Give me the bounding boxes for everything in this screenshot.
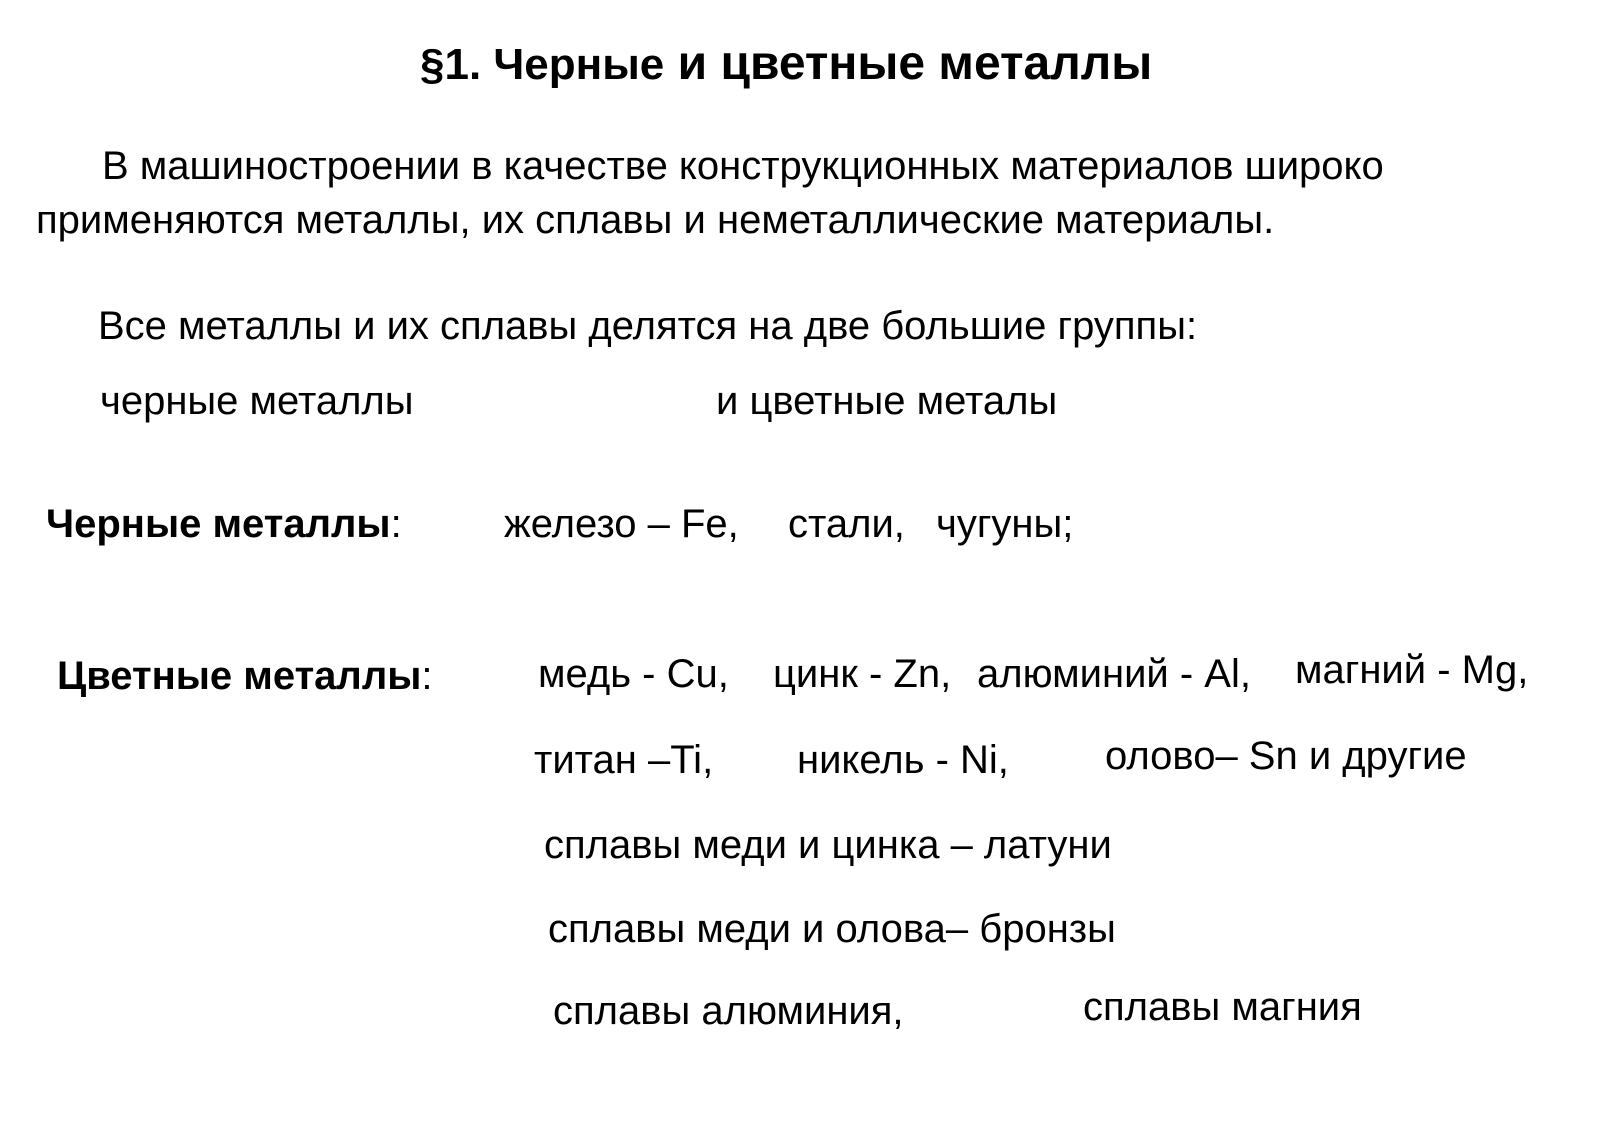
nonferrous-label xyxy=(57,656,433,696)
alloy-brass: сплавы меди и цинка – латуни xyxy=(544,823,1112,867)
page-title xyxy=(420,37,1153,90)
intro-line-2: применяются металлы, их сплавы и неметаллические материалы. xyxy=(36,198,1275,242)
nonferrous-item-magnesium: магний - Mg, xyxy=(1295,648,1529,692)
intro-line-1: В машиностроении в качестве конструкционных материалов широко xyxy=(102,144,1384,188)
title-part2: и цветные металлы xyxy=(664,37,1153,90)
nonferrous-item-nickel: никель - Ni, xyxy=(797,738,1009,782)
ferrous-item-castiron: чугуны; xyxy=(936,502,1074,546)
group-nonferrous: и цветные металы xyxy=(716,379,1058,423)
ferrous-item-steel: стали, xyxy=(788,502,905,546)
ferrous-label xyxy=(46,504,402,544)
alloy-bronze: сплавы меди и олова– бронзы xyxy=(548,907,1116,951)
nonferrous-label-text: Цветные металлы xyxy=(57,654,422,698)
alloy-aluminium: сплавы алюминия, xyxy=(553,989,904,1033)
nonferrous-item-zinc: цинк - Zn, xyxy=(773,652,952,696)
groups-heading: Все металлы и их сплавы делятся на две большие группы: xyxy=(98,304,1198,348)
nonferrous-item-aluminium: алюминий - Al, xyxy=(977,652,1251,696)
alloy-magnesium: сплавы магния xyxy=(1083,985,1362,1029)
group-ferrous: черные металлы xyxy=(100,379,414,423)
nonferrous-item-tin: олово– Sn и другие xyxy=(1105,734,1467,778)
ferrous-item-iron: железо – Fe, xyxy=(504,502,739,546)
ferrous-label-text: Черные металлы xyxy=(46,502,391,546)
ferrous-label-colon: : xyxy=(390,502,402,546)
nonferrous-item-titanium: титан –Ti, xyxy=(534,738,714,782)
nonferrous-item-copper: медь - Cu, xyxy=(538,652,729,696)
nonferrous-label-colon: : xyxy=(421,654,433,698)
title-part1: §1. Черные xyxy=(420,40,665,89)
